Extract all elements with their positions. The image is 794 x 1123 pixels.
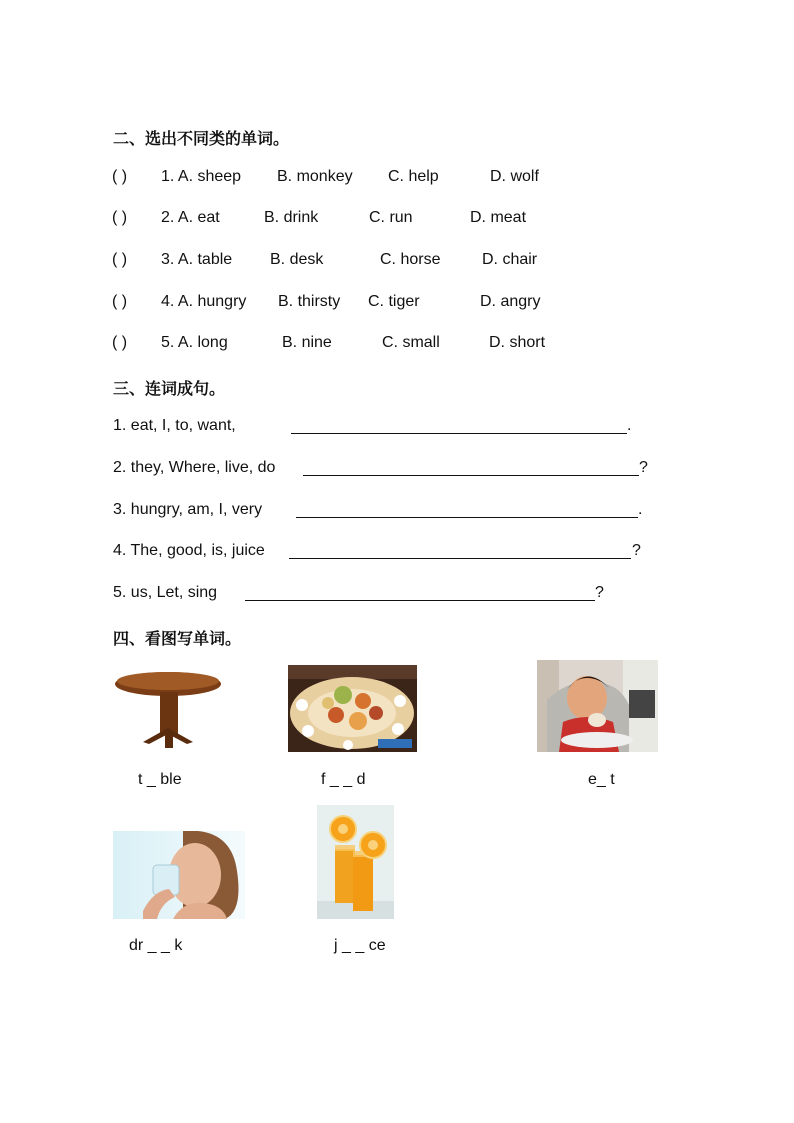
answer-line[interactable] xyxy=(289,558,631,559)
option-c: C. help xyxy=(388,168,439,185)
option-c: C. small xyxy=(382,334,440,351)
option-d: D. short xyxy=(489,334,546,351)
answer-paren[interactable]: ( ) xyxy=(112,209,128,226)
option-c: C. run xyxy=(369,209,413,226)
answer-line[interactable] xyxy=(296,517,638,518)
option-b: B. drink xyxy=(264,209,319,226)
banquet-food-photo xyxy=(288,665,417,752)
word-blank: j _ _ ce xyxy=(334,937,386,954)
woman-drinking-water-photo xyxy=(113,831,245,919)
option-a: 4. A. hungry xyxy=(161,293,247,310)
answer-line[interactable] xyxy=(291,433,627,434)
answer-paren[interactable]: ( ) xyxy=(112,293,128,310)
option-a: 1. A. sheep xyxy=(161,168,242,185)
word-prompt: 5. us, Let, sing xyxy=(113,584,218,601)
option-b: B. monkey xyxy=(277,168,353,185)
word-blank: e_ t xyxy=(588,771,615,788)
word-prompt: 2. they, Where, live, do xyxy=(113,459,276,476)
section-2-heading: 二、选出不同类的单词。 xyxy=(113,129,290,148)
orange-juice-photo xyxy=(317,805,394,919)
answer-line[interactable] xyxy=(245,600,595,601)
answer-paren[interactable]: ( ) xyxy=(112,251,128,268)
end-punctuation: ? xyxy=(639,459,648,476)
end-punctuation: ? xyxy=(632,542,641,559)
section-4-heading: 四、看图写单词。 xyxy=(113,629,242,648)
option-a: 2. A. eat xyxy=(161,209,220,226)
word-blank: t _ ble xyxy=(138,771,182,788)
option-b: B. thirsty xyxy=(278,293,341,310)
word-prompt: 3. hungry, am, I, very xyxy=(113,501,263,518)
word-blank: f _ _ d xyxy=(321,771,366,788)
option-a: 3. A. table xyxy=(161,251,233,268)
answer-paren[interactable]: ( ) xyxy=(112,168,128,185)
answer-paren[interactable]: ( ) xyxy=(112,334,128,351)
end-punctuation: ? xyxy=(595,584,604,601)
answer-line[interactable] xyxy=(303,475,639,476)
option-c: C. tiger xyxy=(368,293,420,310)
option-d: D. wolf xyxy=(490,168,539,185)
word-blank: dr _ _ k xyxy=(129,937,183,954)
option-c: C. horse xyxy=(380,251,441,268)
option-b: B. desk xyxy=(270,251,324,268)
word-prompt: 4. The, good, is, juice xyxy=(113,542,265,559)
end-punctuation: . xyxy=(627,417,632,434)
option-b: B. nine xyxy=(282,334,332,351)
option-d: D. angry xyxy=(480,293,541,310)
round-table-photo xyxy=(113,662,225,750)
option-d: D. chair xyxy=(482,251,538,268)
section-3-heading: 三、连词成句。 xyxy=(113,379,226,398)
option-a: 5. A. long xyxy=(161,334,228,351)
child-eating-photo xyxy=(537,660,658,752)
option-d: D. meat xyxy=(470,209,527,226)
word-prompt: 1. eat, I, to, want, xyxy=(113,417,236,434)
end-punctuation: . xyxy=(638,501,643,518)
